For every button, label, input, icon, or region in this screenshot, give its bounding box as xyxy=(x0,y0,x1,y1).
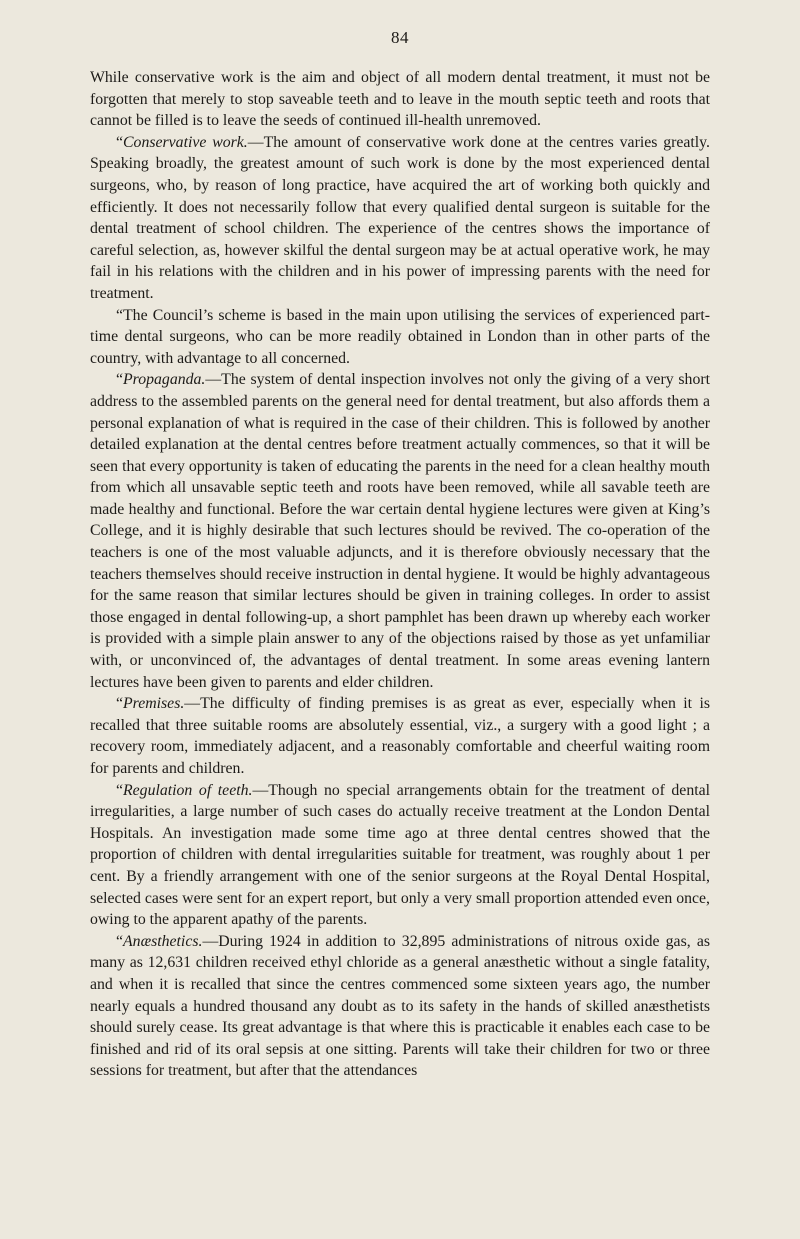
opening-quote: “ xyxy=(116,306,124,324)
opening-quote: “ xyxy=(116,133,124,151)
paragraph-anaesthetics xyxy=(90,931,710,1082)
section-heading-premises: Premises. xyxy=(123,695,185,713)
paragraph-conservative-work xyxy=(90,132,710,305)
body-text xyxy=(90,67,710,1082)
paragraph-premises-text: —The difficulty of finding premises is as great as ever, especially when it is recalled that three suitable rooms are absolutely essential, viz., a surgery with a good light ; a recovery room, immediately adjacent, and a reasonably comfortable and cheerful waiting room for parents and children. xyxy=(90,695,710,777)
paragraph-propaganda-text: —The system of dental inspection involves not only the giving of a very short address to the assembled parents on the general need for dental treatment, but also affords them a personal explanation of what is required in the case of their children. This is followed by another detailed explanation at the dental centres before treatment actually commences, so that it will be seen that every opportunity is taken of educating the parents in the need for a clean healthy mouth from which all unsavable septic teeth and roots have been removed, while all savable teeth are made healthy and functional. Before the war certain dental hygiene lectures were given at King’s College, and it is highly desirable that such lectures should be revived. The co-operation of the teachers is one of the most valuable adjuncts, and it is therefore obviously necessary that the teachers themselves should receive instruction in dental hygiene. It would be highly advantageous for the same reason that similar lectures should be given in training colleges. In order to assist those engaged in dental following-up, a short pamphlet has been drawn up whereby each worker is provided with a simple plain answer to any of the objections raised by those as yet unfamiliar with, or unconvinced of, the advantages of dental treatment. In some areas evening lantern lectures have been given to parents and elder children. xyxy=(90,371,710,691)
paragraph-intro xyxy=(90,67,710,132)
paragraph-premises xyxy=(90,693,710,779)
paragraph-conservative-work-text: —The amount of conservative work done at the centres varies greatly. Speaking broadly, the greatest amount of such work is done by the most experienced dental surgeons, who, by reason of long practice, have acquired the art of working both quickly and efficiently. It does not necessarily follow that every qualified dental surgeon is suitable for the dental treatment of school children. The experience of the centres shows the importance of careful selection, as, however skilful the dental surgeon may be at actual operative work, he may fail in his relations with the children and in his power of impressing parents with the need for treatment. xyxy=(90,133,711,302)
section-heading-regulation-of-teeth: Regulation of teeth. xyxy=(123,781,253,799)
section-heading-anaesthetics: Anæsthetics. xyxy=(123,932,203,950)
paragraph-propaganda xyxy=(90,369,710,693)
paragraph-anaesthetics-text: —During 1924 in addition to 32,895 administrations of nitrous oxide gas, as many as 12,631 children received ethyl chloride as a general anæsthetic without a single fatality, and when it is recalled that since the centres commenced some sixteen years ago, the number nearly equals a hundred thousand any doubt as to its safety in the hands of skilled anæsthetists should surely cease. Its great advantage is that where this is practicable it enables each case to be finished and rid of its oral sepsis at one sitting. Parents will take their children for two or three sessions for treatment, but after that the attendances xyxy=(90,932,710,1080)
section-heading-conservative-work: Conservative work. xyxy=(123,133,248,151)
opening-quote: “ xyxy=(116,781,124,799)
paragraph-intro-text: While conservative work is the aim and object of all modern dental treatment, it must not be forgotten that merely to stop saveable teeth and to leave in the mouth septic teeth and roots that cannot be filled is to leave the seeds of continued ill-health unremoved. xyxy=(90,69,710,130)
paragraph-council-scheme xyxy=(90,305,710,370)
paragraph-regulation-of-teeth xyxy=(90,780,710,931)
opening-quote: “ xyxy=(116,695,124,713)
opening-quote: “ xyxy=(116,371,124,389)
paragraph-regulation-of-teeth-text: —Though no special arrangements obtain for the treatment of dental irregularities, a large number of such cases do actually receive treatment at the London Dental Hospitals. An investigation made some time ago at three dental centres showed that the proportion of children with dental irregularities suitable for treatment, was roughly about 1 per cent. By a friendly arrangement with one of the senior surgeons at the Royal Dental Hospital, selected cases were sent for an expert report, but only a very small proportion attended even once, owing to the apparent apathy of the parents. xyxy=(90,781,711,929)
section-heading-propaganda: Propaganda. xyxy=(123,371,206,389)
page-number: 84 xyxy=(391,28,409,47)
opening-quote: “ xyxy=(116,932,124,950)
paragraph-council-scheme-text: The Council’s scheme is based in the main upon utilising the services of experienced part-time dental surgeons, who can be more readily obtained in London than in other parts of the country, with advantage to all concerned. xyxy=(90,306,710,367)
